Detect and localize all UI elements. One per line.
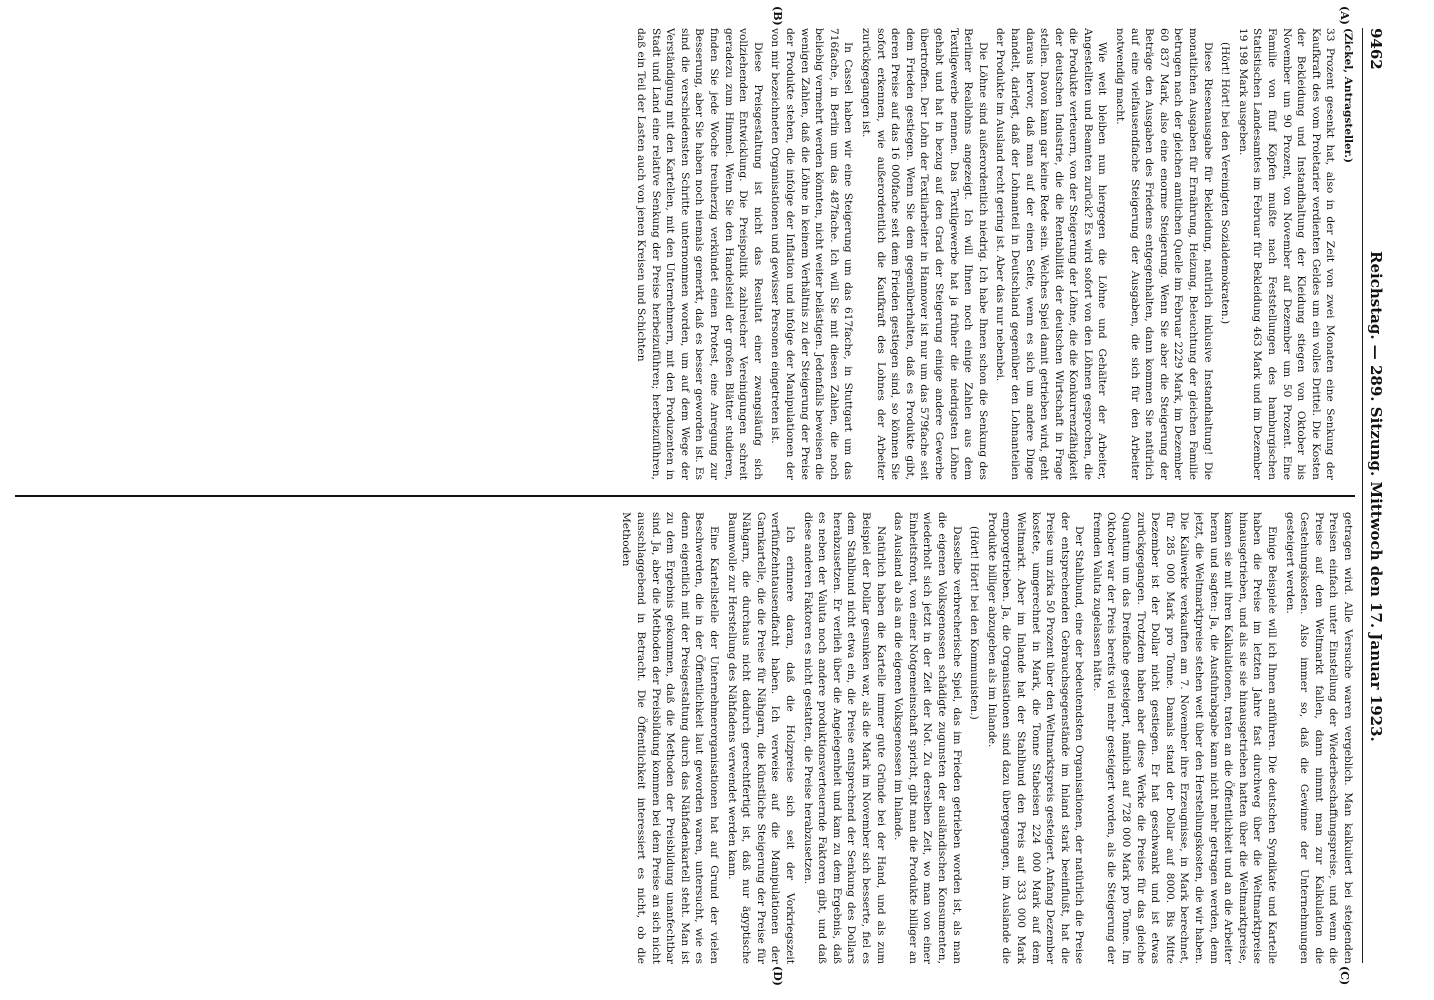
interjection: (Hört! Hört! bei den Kommunisten.): [968, 526, 981, 720]
paragraph: Die Löhne sind außerordentlich niedrig. Ich habe Ihnen schon die Senkung des Berliner Reallohns angezeigt. Ich will Ihnen noch einige Zahlen aus dem Textilgewerbe nennen. Das Textilgewerbe hat ja früher die niedrigsten Löhne gehabt und hat in bezug auf den Grad der Steigerung einige andere Gewerbe übertroffen. Der Lohn der Textilarbeiter in Hannover ist nur um das 579fache seit dem Frieden gestiegen. Wenn Sie dem gegenüberhalten, daß es Produkte gibt, deren Preise auf das 16 000fache seit dem Frieden gestiegen sind, so können Sie sofort erkennen, wie außerordentlich die Kaufkraft des Lohnes der Arbeiter zurückgegangen ist.: [860, 28, 989, 480]
interjection: (Hört! Hört! bei den Vereinigten Sozialdemokraten.): [1219, 42, 1232, 325]
paragraph: Ich erinnere daran, daß die Holzpreise sich seit der Vorkriegszeit verfünfzehntausendfacht haben. Ich verweise auf die Manipulationen der Garnkartelle, die die Preise für Nähgarn, die künstliche Steigerung der Preise für Nähgarn, die durchaus nicht dadurch gerechtfertigt ist, daß nur ägyptische Baumwolle zur Herstellung des Nähfadens verwendet werden kann.: [725, 512, 797, 964]
page-number: 9462: [1367, 28, 1385, 70]
paragraph: Natürlich haben die Kartelle immer gute Gründe bei der Hand, und als zum Beispiel der Dollar gesunken war, als die Mark im November sich besserte, fiel es dem Stahlbund nicht etwa ein, die Preise entsprechend der Senkung des Dollars herabzusetzen. Er verlieh über die Angelegenheit und kam zu dem Ergebnis, daß es neben der Valuta noch andere produktionsverteuernde Faktoren gibt, und daß diese anderen Faktoren es nicht gestatten, die Preise herabzusetzen.: [801, 512, 887, 964]
column-divider: [15, 495, 1355, 497]
margin-marker-b: (B): [771, 6, 784, 26]
paragraph: In Cassel haben wir eine Steigerung um das 617fache, in Stuttgart um das 716fache, in Berlin um das 487fache. Ich will Sie mit diesen Zahlen, die noch beliebig vermehrt werden könnten, nicht weiter belästigen. Jedenfalls beweisen die wenigen Zahlen, daß die Löhne in keinem Verhältnis zu der Steigerung der Preise der Produkte stehen, die infolge der Inflation und infolge der Manipulationen der von mir bezeichneten Organisationen und gewisser Personen eingetreten ist.: [769, 28, 855, 480]
paragraph: Der Stahlbund, eine der bedeutendsten Organisationen, der natürlich die Preise der entsprechenden Gebrauchsgegenstände im Inland stark beeinflußt, hat die Preise um zirka 50 Prozent über den Weltmarktspreis gesteigert. Anfang Dezember kostete, umgerechnet in Mark, die Tonne Stabeisen 224 000 Mark auf dem Weltmarkt. Aber im Inlande hat der Stahlbund den Preis auf 333 000 Mark emporgetrieben. Ja, die Organisationen sind dazu übergegangen, im Auslande die Produkte billiger abzugeben als im Inlande.: [985, 512, 1086, 964]
page-header: [1362, 28, 1389, 963]
margin-marker-a: (A): [1338, 6, 1351, 25]
right-column: [15, 512, 1355, 964]
paragraph: 33 Prozent gesenkt hat, also in der Zeit von zwei Monaten eine Senkung der Kaufkraft des vom Proletarier verdienten Geldes um ein volles Drittel. Die Kosten der Bekleidung und Instandhaltung der Kleidung stiegen von Oktober bis November um 90 Prozent, von November auf Dezember um 50 Prozent. Eine Familie von fünf Köpfen mußte nach Feststellungen des hamburgischen Statistischen Landesamtes im Februar für Bekleidung 463 Mark und im Dezember 19 198 Mark ausgeben.: [1236, 28, 1337, 480]
paragraph: Einige Beispiele will ich Ihnen anführen. Die deutschen Syndikate und Kartelle haben die Preise im letzten Jahre fast durchweg über die Weltmarktpreise hinausgetrieben, und als sie sie hinausgetrieben hatten über die Weltmarktpreise, kamen sie mit ihren Kalkulationen, traten an die Öffentlichkeit und an die Arbeiter heran und sagten: Ja, die Ausfuhrabgabe kann nicht mehr getragen werden, denn jetzt, die Weltmarktpreise stehen weit über den Herstellungskosten, die wir haben. Die Kaliwerke verkauften am 7. November ihre Erzeugnisse, in Mark berechnet, für 285 000 Mark pro Tonne. Damals stand der Dollar auf 8000. Bis Mitte Dezember ist der Dollar nicht gestiegen. Er hat geschwankt und ist etwas zurückgegangen. Trotzdem haben aber diese Werke die Preise für das gleiche Quantum um das Dreifache gesteigert, nämlich auf 728 000 Mark pro Tonne. Im Oktober war der Preis bereits viel mehr gesteigert worden, als die Steigerung der fremden Valuta zugelassen hätte.: [1090, 512, 1279, 964]
speaker-label: (Zickel, Antragsteller.): [1342, 28, 1354, 164]
page-title: Reichstag. — 289. Sitzung. Mittwoch den 17. Januar 1923.: [1367, 251, 1385, 742]
digitization-notice: [1399, 0, 1434, 1000]
paragraph: getragen wird. Alle Versuche waren vergeblich. Man kalkuliert bei steigenden Preisen einfach unter Einstellung der Wiederbeschaffungspreise, und wenn die Preise auf dem Weltmarkt fallen, dann nimmt man zur Kalkulation die Gestehungskosten. Also immer so, daß die Gewinne der Unternehmungen gesteigert werden.: [1283, 512, 1354, 964]
paragraph: Eine Kartellstelle der Unternehmerorganisationen hat auf Grund der vielen Beschwerden, die in der Öffentlichkeit laut geworden waren, untersucht, wie es denn eigentlich mit der Preisgestaltung durch das Nähfadenkartell steht. Man ist zu dem Ergebnis gekommen, daß die Methoden der Preisbildung unanfechtbar sind. Ja, aber die Methoden der Preisbildung kommen bei dem Preise an sich nicht ausschlaggebend in Betracht. Die Öffentlichkeit interessiert es nicht, ob die Methoden: [620, 512, 721, 964]
left-column: [15, 28, 1355, 480]
paragraph: Dasselbe verbrecherische Spiel, das im Frieden getrieben worden ist, als man die eigenen Volksgenossen schädigte zugunsten der ausländischen Konsumenten, wiederholt sich jetzt in der Zeit der Not. Zu derselben Zeit, wo man von einer Einheitsfront, von einer Notgemeinschaft spricht, gibt man die Produkte billiger an das Ausland ab als an die eigenen Volksgenossen im Inlande.: [892, 512, 963, 964]
paragraph: Diese Preisgestaltung ist nicht das Resultat einer zwangsläufig sich vollziehenden Entwicklung. Die Preispolitik zahlreicher Vereinigungen schreit geradezu zum Himmel. Wenn Sie den Handelsteil der großen Blätter studieren, finden Sie jede Woche treuherzig verkündet einen Protest, eine Anregung zur Besserung, aber Sie haben noch niemals gemerkt, daß es besser geworden ist. Es sind die verschiedensten Schritte unternommen worden, um auf dem Wege der Verständigung mit den Kartellen, mit den Unternehmern, mit den Produzenten in Stadt und Land eine relative Senkung der Preise herbeizuführen; herbeizuführen, daß ein Teil der Lasten auch von jenen Kreisen und Schichten: [635, 28, 764, 480]
margin-marker-c: (C): [1338, 966, 1351, 986]
paragraph: Wie weit bleiben nun hiergegen die Löhne und Gehälter der Arbeiter, Angestellten und Beamten zurück? Es wird sofort von den Löhnen gesprochen, die die Produkte verteuern, von der Steigerung der Löhne, die die Konkurrenzfähigkeit der deutschen Industrie, die die Rentabilität der deutschen Wirtschaft in Frage stellen. Davon kann gar keine Rede sein. Welches Spiel damit getrieben wird, geht daraus hervor, daß man auf der einen Seite, wenn es sich um andere Dinge handelt, darlegt, daß der Lohnanteil in Deutschland gegenüber den Lohnanteilen der Produkte im Ausland recht gering ist. Aber das nur nebenbei.: [994, 28, 1109, 480]
paragraph: Diese Riesenausgabe für Bekleidung, natürlich inklusive Instandhaltung! Die monatlichen Ausgaben für Ernährung, Heizung, Beleuchtung der gleichen Familie betrugen nach der gleichen amtlichen Quelle im Februar 2229 Mark, im Dezember 60 837 Mark, also eine enorme Steigerung. Wenn Sie aber die Steigerung der Beträge den Ausgaben des Friedens entgegenhalten, dann kommen Sie natürlich auf eine vielfausendfache Steigerung der Ausgaben, die sich für den Arbeiter notwendig macht.: [1114, 28, 1214, 480]
margin-marker-d: (D): [771, 966, 784, 986]
